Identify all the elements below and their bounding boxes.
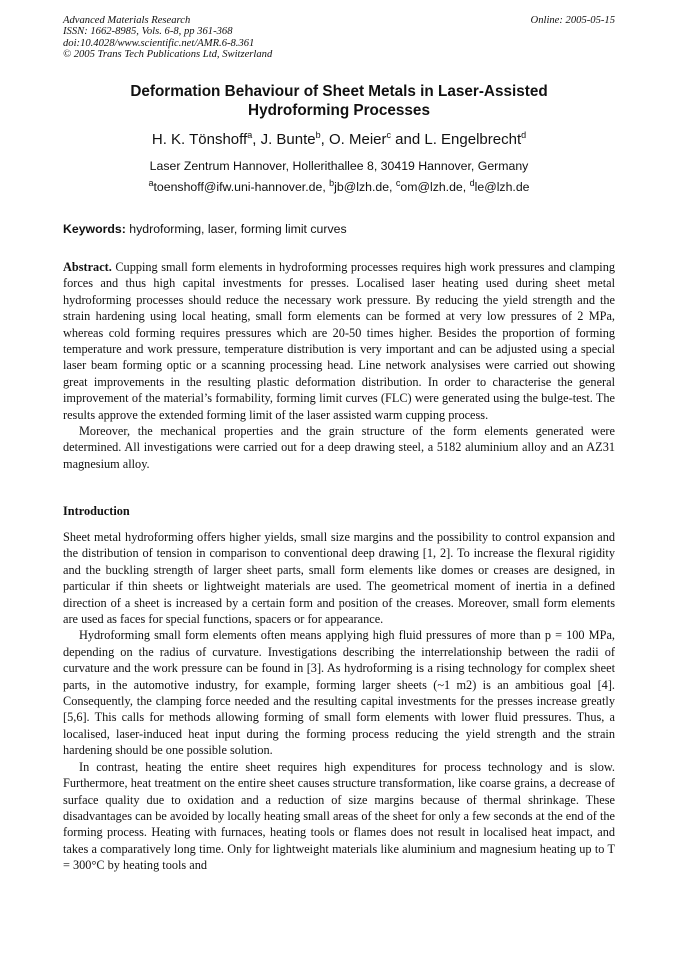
author-sep: , [320,131,329,148]
affiliation: Laser Zentrum Hannover, Hollerithallee 8, 30419 Hannover, Germany [149,159,529,173]
online-date: Online: 2005-05-15 [530,15,615,26]
intro-paragraph-2: Hydroforming small form elements often means applying high fluid pressures of more than p = 100 MPa, depending on the radius of curvature. Investigations describing the interrelationship between the radii of curvature and the work pressure can be found in [3]. As hydroforming is a rising technology for complex sheet parts, in the automotive industry, for example, forming larger sheets (~1 m2) is an ambitious goal [4]. Consequently, the clamping force needed and the resulting capital investments for the presses increase greatly [5,6]. This calls for methods allowing forming of small form elements with lower fluid pressures. Thus, a localised, laser-induced heat input during the forming process reducing the yield strength and the strain hardening should be one possible solution. [63,628,615,758]
author: H. K. Tönshoff [151,131,248,148]
journal-name: Advanced Materials Research [63,15,191,26]
email-sup: a [148,177,154,188]
email-list [63,177,615,195]
email-sep: , [462,180,470,194]
abstract-paragraph-1 [63,259,615,423]
email-sep: , [322,180,330,194]
author: O. Meier [328,131,387,148]
doi-line: doi:10.4028/www.scientific.net/AMR.6-8.361 [63,37,255,49]
author-sup: b [315,130,321,140]
abstract-text-1: Cupping small form elements in hydroforming processes requires high work pressures and clamping forces and thus high capital investments for presses. Localised laser heating used during sheet metal hydroforming processes should reduce the necessary work pressure. By reducing the yield strength and the strain hardening using local heating, small form elements can be formed at very low pressures of 2 MPa, whereas cold forming requires pressures which are 20-50 times higher. Besides the proportion of forming temperature and work pressure, temperature distribution is very important and can be adjusted using a special laser beam forming optic or a scanning processing head. Line network analysises were carried out showing great improvements in the resulting plastic deformation distribution. In order to characterise the general improvement of the material’s formability, forming limit curves (FLC) were generated using the bulge-test. The results approve the extended forming limit of the laser assisted warm cupping process. [63,260,615,422]
author-sep: and [391,131,425,148]
author-sup: a [247,130,253,140]
title-line-2: Hydroforming Processes [248,102,430,119]
email-address[interactable]: om@lzh.de [400,180,463,194]
keywords-label: Keywords: [63,222,126,236]
title-line-1: Deformation Behaviour of Sheet Metals in Laser-Assisted [130,83,548,100]
email-sup: c [395,177,401,188]
journal-header [63,15,615,60]
author-sup: d [521,130,527,140]
abstract-paragraph-2: Moreover, the mechanical properties and the grain structure of the form elements generated were determined. All investigations were carried out for a deep drawing steel, a 5182 aluminium alloy and an AZ31 magnesium alloy. [63,424,615,471]
email-address[interactable]: toenshoff@ifw.uni-hannover.de [153,180,323,194]
paper-title [63,82,615,120]
abstract-section [63,259,615,472]
author-sup: c [386,130,391,140]
email-address[interactable]: jb@lzh.de [334,180,390,194]
intro-paragraph-3: In contrast, heating the entire sheet requires high expenditures for process technology and is slow. Furthermore, heat treatment on the entire sheet causes structure transformation, like coarse grains, a decrease of surface quality due to oxidation and a reduction of size margins because of thermal shrinkage. These disadvantages can be avoided by locally heating small areas of the sheet for only a few seconds at the end of the forming process. Heating with furnaces, heating tools or flames does not result in localised heat impact, and takes a comparatively long time. Only for lightweight materials like aluminium and magnesium heating up to T = 300°C by heating tools and [63,759,615,873]
introduction-section [63,529,615,874]
email-address[interactable]: le@lzh.de [474,180,530,194]
author: L. Engelbrecht [424,131,522,148]
intro-paragraph-1: Sheet metal hydroforming offers higher yields, small size margins and the possibility to control expansion and the distribution of tension in comparison to conventional deep drawing [1, 2]. To increase the flexural rigidity and the buckling strength of larger sheet parts, small form elements like domes or creases are designed, in particular if thin sheets or lightweight materials are used. The geometrical moment of inertia in a defined direction of a sheet is increased by a certain form and position of the creases. Moreover, small form elements are used as faces for special functions, spacers or for appearance. [63,530,615,627]
copyright-line: © 2005 Trans Tech Publications Ltd, Switzerland [63,48,273,60]
email-sep: , [389,180,396,194]
author: J. Bunte [260,131,316,148]
issn-line: ISSN: 1662-8985, Vols. 6-8, pp 361-368 [63,26,233,38]
section-heading-introduction: Introduction [63,504,130,518]
keywords [63,222,615,237]
email-sup: b [329,177,335,188]
email-sup: d [469,177,475,188]
author-list [63,131,615,149]
abstract-label: Abstract. [63,260,112,274]
author-sep: , [252,131,261,148]
keywords-text: hydroforming, laser, forming limit curves [125,222,347,236]
